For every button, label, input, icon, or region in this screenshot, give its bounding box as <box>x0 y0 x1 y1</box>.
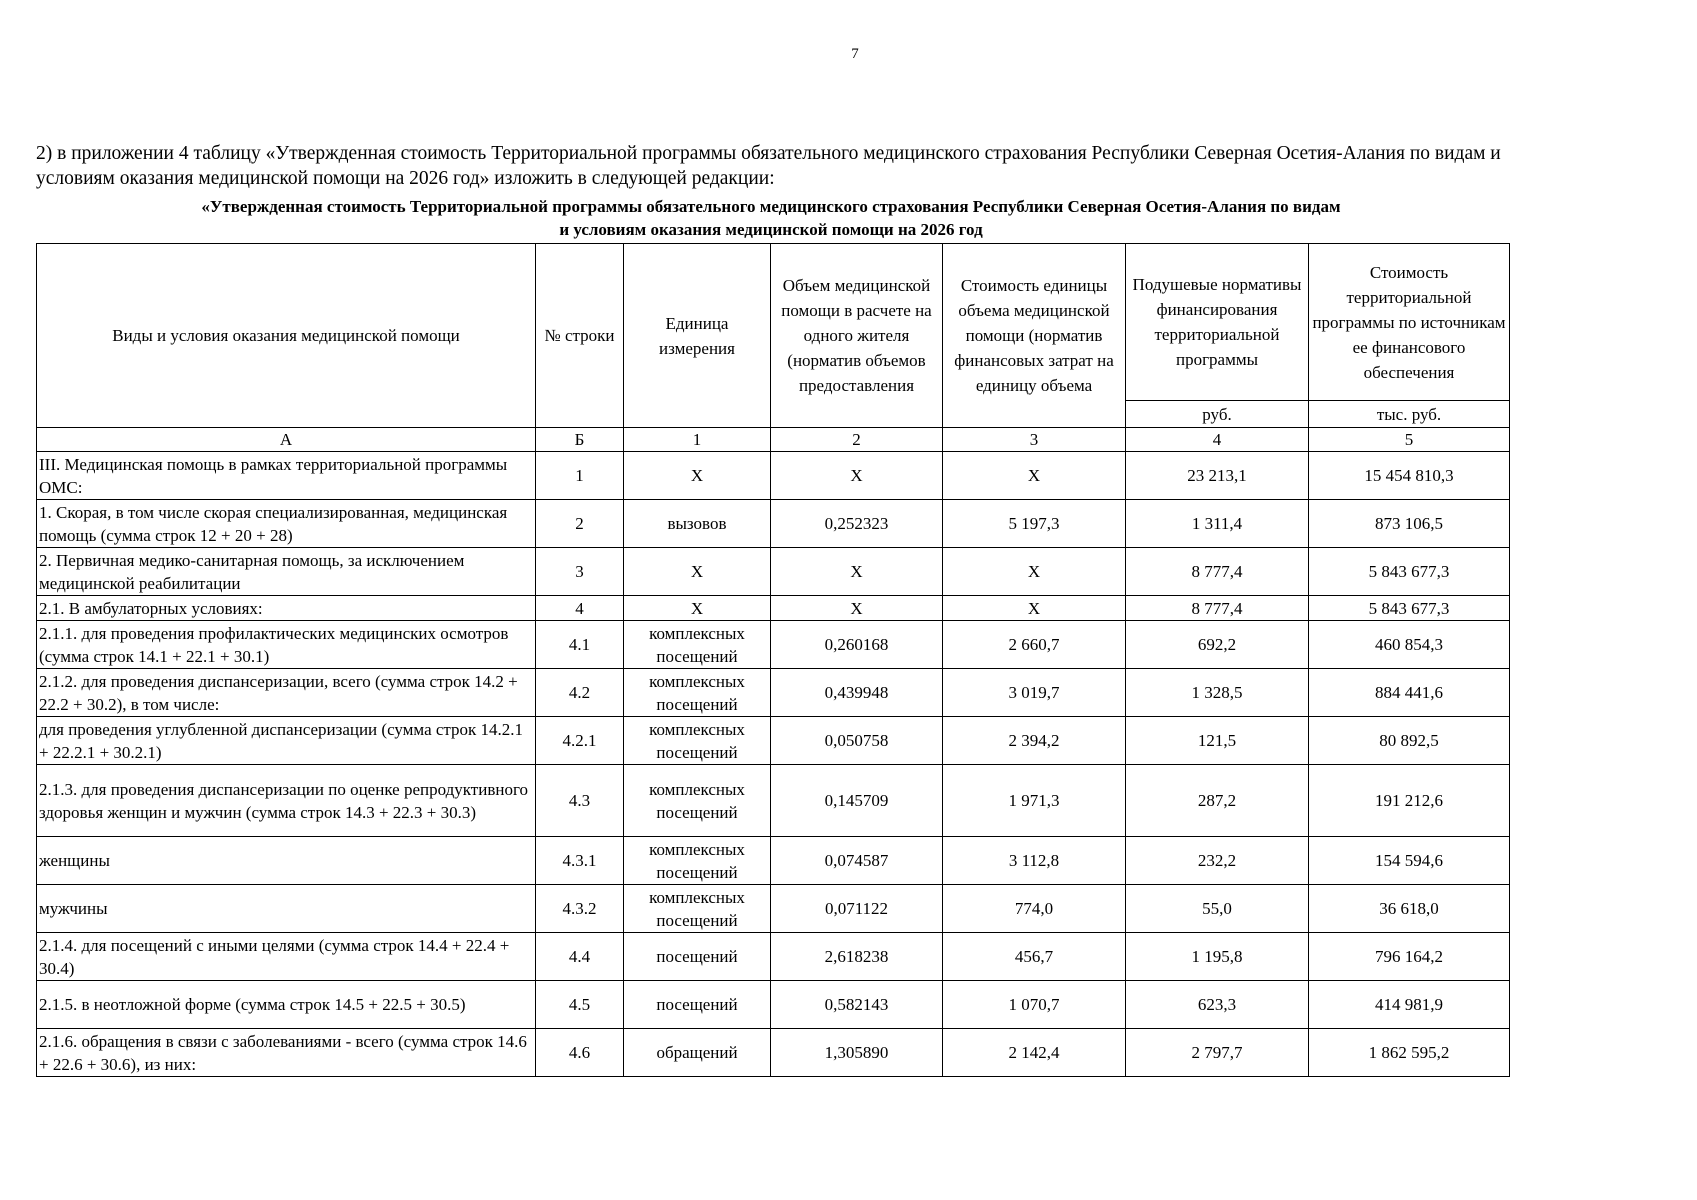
table-row <box>37 452 1510 500</box>
row-number: 4.5 <box>536 981 624 1029</box>
row-name: для проведения углубленной диспансеризации (сумма строк 14.2.1 + 22.2.1 + 30.2.1) <box>37 717 536 765</box>
row-total: 5 843 677,3 <box>1309 596 1510 621</box>
row-unit: комплексных посещений <box>624 837 771 885</box>
row-unit: обращений <box>624 1029 771 1077</box>
row-volume: 0,145709 <box>771 765 943 837</box>
row-volume: 0,582143 <box>771 981 943 1029</box>
table-row <box>37 717 1510 765</box>
header-unit-cost: Стоимость единицы объема медицинской помощи (норматив финансовых затрат на единицу объема <box>943 244 1126 428</box>
column-code: 1 <box>624 428 771 452</box>
cost-table <box>36 243 1510 1077</box>
row-name: 1. Скорая, в том числе скорая специализированная, медицинская помощь (сумма строк 12 + 20 + 28) <box>37 500 536 548</box>
row-name: 2.1.5. в неотложной форме (сумма строк 14.5 + 22.5 + 30.5) <box>37 981 536 1029</box>
table-row <box>37 669 1510 717</box>
row-total: 191 212,6 <box>1309 765 1510 837</box>
row-unit: посещений <box>624 933 771 981</box>
row-unit-cost: 3 019,7 <box>943 669 1126 717</box>
row-name: мужчины <box>37 885 536 933</box>
row-number: 4.6 <box>536 1029 624 1077</box>
row-unit-cost: Х <box>943 596 1126 621</box>
row-volume: 0,050758 <box>771 717 943 765</box>
table-row <box>37 621 1510 669</box>
row-total: 36 618,0 <box>1309 885 1510 933</box>
table-title <box>36 195 1506 241</box>
row-per-capita: 121,5 <box>1126 717 1309 765</box>
row-unit: комплексных посещений <box>624 765 771 837</box>
table-row <box>37 500 1510 548</box>
row-name: 2.1.2. для проведения диспансеризации, всего (сумма строк 14.2 + 22.2 + 30.2), в том числе: <box>37 669 536 717</box>
row-number: 2 <box>536 500 624 548</box>
row-name: 2.1.4. для посещений с иными целями (сумма строк 14.4 + 22.4 + 30.4) <box>37 933 536 981</box>
row-volume: 0,074587 <box>771 837 943 885</box>
row-number: 4 <box>536 596 624 621</box>
table-title-line-1: «Утвержденная стоимость Территориальной программы обязательного медицинского страхования Республики Северная Осетия-Алания по видам <box>201 197 1341 216</box>
row-name: 2.1.3. для проведения диспансеризации по оценке репродуктивного здоровья женщин и мужчин (сумма строк 14.3 + 22.3 + 30.3) <box>37 765 536 837</box>
row-per-capita: 8 777,4 <box>1126 596 1309 621</box>
row-name: женщины <box>37 837 536 885</box>
column-code: Б <box>536 428 624 452</box>
header-row <box>37 244 1510 401</box>
row-volume: 1,305890 <box>771 1029 943 1077</box>
row-unit-cost: Х <box>943 452 1126 500</box>
table-row <box>37 596 1510 621</box>
row-volume: 2,618238 <box>771 933 943 981</box>
table-row <box>37 548 1510 596</box>
page-number: 7 <box>851 46 859 62</box>
row-volume: 0,252323 <box>771 500 943 548</box>
row-unit-cost: 2 142,4 <box>943 1029 1126 1077</box>
header-volume: Объем медицинской помощи в расчете на одного жителя (норматив объемов предоставления <box>771 244 943 428</box>
row-per-capita: 232,2 <box>1126 837 1309 885</box>
table-row <box>37 765 1510 837</box>
intro-paragraph: 2) в приложении 4 таблицу «Утвержденная стоимость Территориальной программы обязательного медицинского страхования Республики Северная Осетия-Алания по видам и условиям оказания медицинской помощи на 2026 год» изложить в следующей редакции: <box>36 143 1501 189</box>
row-unit: комплексных посещений <box>624 621 771 669</box>
table-row <box>37 885 1510 933</box>
row-unit-cost: Х <box>943 548 1126 596</box>
row-name: 2.1. В амбулаторных условиях: <box>37 596 536 621</box>
table-row <box>37 981 1510 1029</box>
row-number: 4.3.1 <box>536 837 624 885</box>
header-row-no: № строки <box>536 244 624 428</box>
row-per-capita: 287,2 <box>1126 765 1309 837</box>
row-unit: вызовов <box>624 500 771 548</box>
column-code: 3 <box>943 428 1126 452</box>
row-unit: Х <box>624 548 771 596</box>
table-row <box>37 1029 1510 1077</box>
row-unit: Х <box>624 596 771 621</box>
row-unit-cost: 2 660,7 <box>943 621 1126 669</box>
row-unit: Х <box>624 452 771 500</box>
row-name: III. Медицинская помощь в рамках территориальной программы ОМС: <box>37 452 536 500</box>
row-total: 154 594,6 <box>1309 837 1510 885</box>
row-number: 3 <box>536 548 624 596</box>
row-number: 4.3 <box>536 765 624 837</box>
row-per-capita: 2 797,7 <box>1126 1029 1309 1077</box>
row-number: 4.2.1 <box>536 717 624 765</box>
header-program-cost: Стоимость территориальной программы по источникам ее финансового обеспечения <box>1309 244 1510 401</box>
row-volume: 0,071122 <box>771 885 943 933</box>
header-kind: Виды и условия оказания медицинской помощи <box>37 244 536 428</box>
row-per-capita: 55,0 <box>1126 885 1309 933</box>
row-volume: Х <box>771 548 943 596</box>
row-volume: 0,260168 <box>771 621 943 669</box>
header-unit: Единица измерения <box>624 244 771 428</box>
row-total: 414 981,9 <box>1309 981 1510 1029</box>
row-total: 796 164,2 <box>1309 933 1510 981</box>
row-name: 2. Первичная медико-санитарная помощь, за исключением медицинской реабилитации <box>37 548 536 596</box>
column-code: 5 <box>1309 428 1510 452</box>
row-total: 884 441,6 <box>1309 669 1510 717</box>
row-unit-cost: 3 112,8 <box>943 837 1126 885</box>
row-per-capita: 1 311,4 <box>1126 500 1309 548</box>
row-name: 2.1.1. для проведения профилактических медицинских осмотров (сумма строк 14.1 + 22.1 + 30.1) <box>37 621 536 669</box>
row-unit: комплексных посещений <box>624 717 771 765</box>
row-total: 15 454 810,3 <box>1309 452 1510 500</box>
row-number: 1 <box>536 452 624 500</box>
header-per-capita: Подушевые нормативы финансирования территориальной программы <box>1126 244 1309 401</box>
row-total: 460 854,3 <box>1309 621 1510 669</box>
row-per-capita: 692,2 <box>1126 621 1309 669</box>
row-unit: посещений <box>624 981 771 1029</box>
table-row <box>37 837 1510 885</box>
row-unit-cost: 5 197,3 <box>943 500 1126 548</box>
row-per-capita: 623,3 <box>1126 981 1309 1029</box>
column-code: 4 <box>1126 428 1309 452</box>
row-unit-cost: 1 971,3 <box>943 765 1126 837</box>
row-number: 4.4 <box>536 933 624 981</box>
row-unit-cost: 774,0 <box>943 885 1126 933</box>
column-code: А <box>37 428 536 452</box>
header-per-capita-unit: руб. <box>1126 401 1309 428</box>
row-number: 4.3.2 <box>536 885 624 933</box>
row-per-capita: 23 213,1 <box>1126 452 1309 500</box>
row-per-capita: 1 328,5 <box>1126 669 1309 717</box>
row-number: 4.2 <box>536 669 624 717</box>
row-per-capita: 8 777,4 <box>1126 548 1309 596</box>
row-unit-cost: 1 070,7 <box>943 981 1126 1029</box>
row-unit-cost: 456,7 <box>943 933 1126 981</box>
row-total: 873 106,5 <box>1309 500 1510 548</box>
row-total: 5 843 677,3 <box>1309 548 1510 596</box>
row-unit-cost: 2 394,2 <box>943 717 1126 765</box>
row-total: 1 862 595,2 <box>1309 1029 1510 1077</box>
row-number: 4.1 <box>536 621 624 669</box>
row-per-capita: 1 195,8 <box>1126 933 1309 981</box>
table-row <box>37 933 1510 981</box>
header-program-cost-unit: тыс. руб. <box>1309 401 1510 428</box>
row-volume: Х <box>771 452 943 500</box>
column-code: 2 <box>771 428 943 452</box>
row-unit: комплексных посещений <box>624 885 771 933</box>
row-volume: Х <box>771 596 943 621</box>
row-total: 80 892,5 <box>1309 717 1510 765</box>
table-title-line-2: и условиям оказания медицинской помощи на 2026 год <box>559 220 983 239</box>
row-volume: 0,439948 <box>771 669 943 717</box>
row-unit: комплексных посещений <box>624 669 771 717</box>
row-name: 2.1.6. обращения в связи с заболеваниями - всего (сумма строк 14.6 + 22.6 + 30.6), из них: <box>37 1029 536 1077</box>
column-codes-row <box>37 428 1510 452</box>
